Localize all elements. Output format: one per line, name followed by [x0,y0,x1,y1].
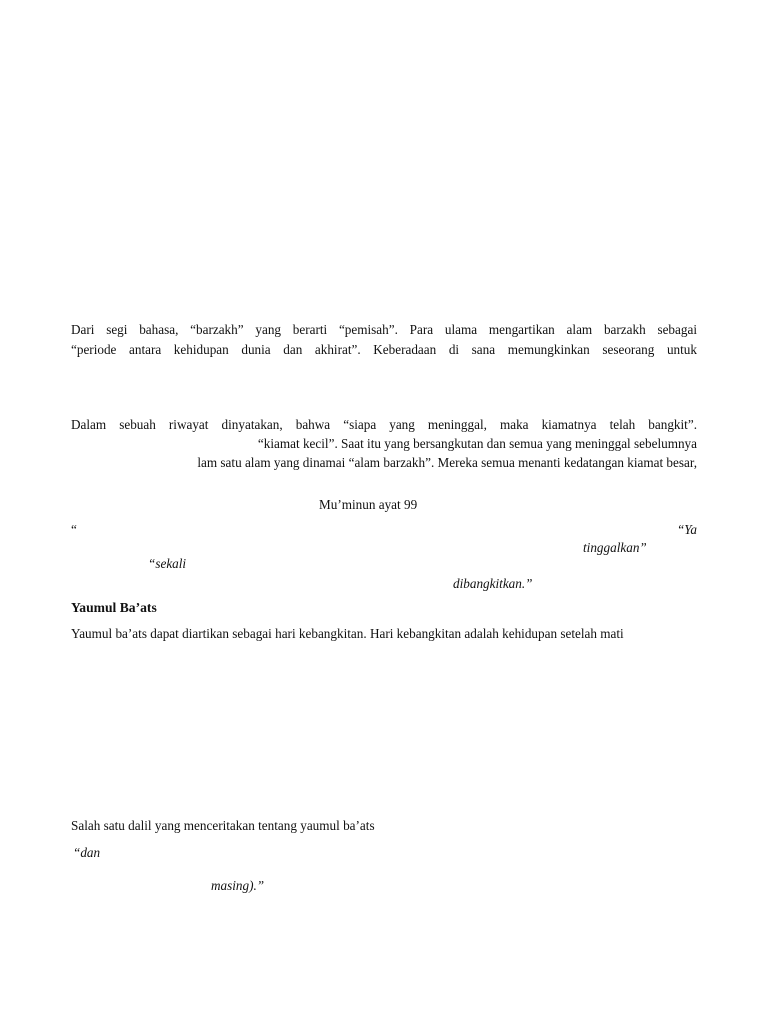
dalil-fragment-dan: “dan [73,845,101,860]
quote-fragment-ya: “Ya [676,522,697,537]
dalil-intro: Salah satu dalil yang menceritakan tentang yaumul ba’ats [71,818,375,833]
barzakh-paragraph-line-2: “periode antara kehidupan dunia dan akhirat”. Keberadaan di sana memungkinkan seseorang untuk [71,342,697,357]
quran-reference: Mu’minun ayat 99 [319,497,418,512]
dalil-fragment-masing: masing).” [211,878,265,893]
quote-fragment-tinggalkan: tinggalkan” [583,540,647,555]
section-heading-yaumul-baats: Yaumul Ba’ats [71,600,157,615]
barzakh-paragraph-line-1: Dari segi bahasa, “barzakh” yang berarti “pemisah”. Para ulama mengartikan alam barzakh sebagai [71,322,697,337]
riwayat-paragraph-line-2: “kiamat kecil”. Saat itu yang bersangkutan dan semua yang meninggal sebelumnya [257,436,697,451]
riwayat-paragraph-line-3: lam satu alam yang dinamai “alam barzakh”. Mereka semua menanti kedatangan kiamat besar, [197,455,697,470]
riwayat-paragraph-line-1: Dalam sebuah riwayat dinyatakan, bahwa “siapa yang meninggal, maka kiamatnya telah bangkit”. [71,417,697,432]
yaumul-paragraph-line-1: Yaumul ba’ats dapat diartikan sebagai hari kebangkitan. Hari kebangkitan adalah kehidupan setelah mati [71,626,624,641]
quote-fragment-sekali: “sekali [148,556,187,571]
quote-open-mark: “ [71,522,77,537]
quote-fragment-dibangkitkan: dibangkitkan.” [453,576,533,591]
